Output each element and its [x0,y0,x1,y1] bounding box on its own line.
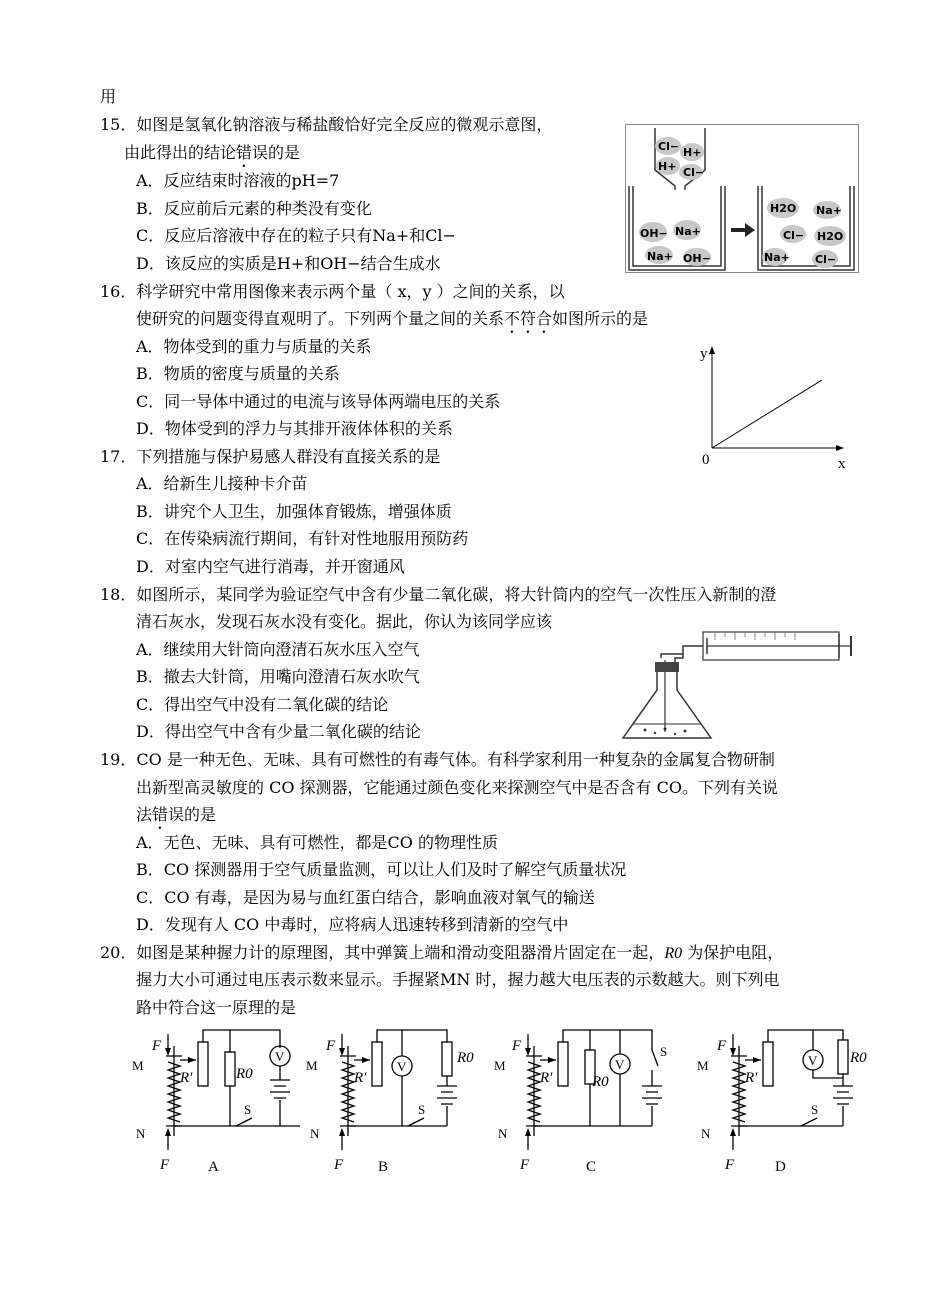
voltmeter-label: V [275,1049,285,1064]
q16-stem-line1: 16．科学研究中常用图像来表示两个量（ x，y ）之间的关系，以 [100,282,565,301]
ion-label: Cl− [658,140,680,153]
q15-option-a: A．反应结束时溶液的pH=7 [136,171,340,190]
previous-question-tail: 用 [100,87,117,106]
force-label: F [160,1157,170,1173]
q18-option-d: D．得出空气中含有少量二氧化碳的结论 [136,722,421,741]
q19-option-c: C．CO 有毒，是因为易与血红蛋白结合，影响血液对氧气的输送 [136,888,595,907]
q17-number: 17． [100,447,137,466]
voltmeter-label: V [397,1059,407,1074]
circuit-d [695,1026,875,1176]
x-axis-label: x [838,456,846,472]
q20-stem-line1: 20．如图是某种握力计的原理图，其中弹簧上端和滑动变阻器滑片固定在一起，R0 为保护电阻， [100,943,784,962]
ion-label: Cl− [683,166,705,179]
q17-option-c: C．在传染病流行期间，有针对性地服用预防药 [136,529,469,548]
ion-label: Na+ [816,204,842,217]
q15-stem-line2: 由此得出的结论错误的是 [124,143,301,162]
q19-stem-line1: 19．CO 是一种无色、无味、具有可燃性的有毒气体。有科学家利用一种复杂的金属复合物研制 [100,750,775,769]
ion-label: Na+ [675,225,701,238]
q18-stem-line1: 18．如图所示，某同学为验证空气中含有少量二氧化碳，将大针筒内的空气一次性压入新制的澄 [100,585,777,604]
resistor-label: R0 [592,1074,609,1090]
circuit-a [130,1026,300,1176]
resistor-label: R0 [236,1066,253,1082]
circuit-b [302,1026,478,1176]
force-label: F [512,1038,522,1054]
q16-option-c: C．同一导体中通过的电流与该导体两端电压的关系 [136,392,501,411]
molecule-label: H2O [770,202,797,215]
m-label: M [132,1058,144,1073]
q18-option-b: B．撤去大针筒，用嘴向澄清石灰水吹气 [136,667,420,686]
voltmeter-label: V [615,1057,625,1072]
force-label: F [326,1038,336,1054]
switch-label: S [418,1102,426,1117]
q19-option-d: D．发现有人 CO 中毒时，应将病人迅速转移到清新的空气中 [136,915,569,934]
rheostat-label: R′ [745,1070,758,1086]
ion-label: Na+ [647,250,673,263]
y-axis-label: y [700,346,708,362]
circuit-label: B [378,1159,389,1175]
voltmeter-label: V [808,1053,818,1068]
q16-option-b: B．物质的密度与质量的关系 [136,364,340,383]
rheostat-label: R′ [540,1070,553,1086]
m-label: M [697,1058,709,1073]
ion-label: Cl− [783,229,805,242]
q16-option-a: A．物体受到的重力与质量的关系 [136,337,372,356]
resistor-label: R0 [850,1050,867,1066]
q18-number: 18． [100,585,137,604]
q16-stem-line2: 使研究的问题变得直观明了。下列两个量之间的关系不符合如图所示的是 [136,309,649,328]
n-label: N [310,1126,320,1141]
ion-label: H+ [658,160,677,173]
n-label: N [136,1126,146,1141]
q20-number: 20． [100,943,137,962]
arrow-right-icon [731,223,755,237]
q17-option-a: A．给新生儿接种卡介苗 [136,474,308,493]
emphasis-dot: 错 [236,143,253,162]
rheostat-label: R′ [180,1070,193,1086]
ion-label: H+ [683,146,702,159]
switch-label: S [811,1102,819,1117]
force-label: F [520,1157,530,1173]
q18-stem-line2: 清石灰水，发现石灰水没有变化。据此，你认为该同学应该 [136,612,553,631]
q15-neutralization-figure [625,124,860,274]
ion-label: OH− [683,252,711,265]
q15-option-c: C．反应后溶液中存在的粒子只有Na+和Cl− [136,226,456,245]
q15-option-d: D．该反应的实质是H+和OH−结合生成水 [136,254,441,273]
emphasis-dot: 错 [152,805,169,824]
circuit-label: D [775,1159,786,1175]
q19-stem-line3: 法错误的是 [136,805,217,824]
q19-option-b: B．CO 探测器用于空气质量监测，可以让人们及时了解空气质量状况 [136,860,627,879]
n-label: N [701,1126,711,1141]
q15-number: 15． [100,115,137,134]
force-label: F [725,1157,735,1173]
q19-number: 19． [100,750,137,769]
circuit-label: A [208,1159,219,1175]
q15-stem-line1: 15．如图是氢氧化钠溶液与稀盐酸恰好完全反应的微观示意图， [100,115,553,134]
force-label: F [334,1157,344,1173]
m-label: M [306,1058,318,1073]
ion-label: Cl− [815,253,837,266]
switch-label: S [660,1044,668,1059]
q20-stem-line2: 握力大小可通过电压表示数来显示。手握紧MN 时，握力越大电压表的示数越大。则下列电 [136,970,780,989]
q17-option-d: D．对室内空气进行消毒，并开窗通风 [136,557,405,576]
q19-option-a: A．无色、无味、具有可燃性，都是CO 的物理性质 [136,833,499,852]
molecule-label: H2O [817,230,844,243]
q18-option-c: C．得出空气中没有二氧化碳的结论 [136,695,389,714]
n-label: N [498,1126,508,1141]
force-label: F [152,1038,162,1054]
force-label: F [717,1038,727,1054]
circuit-c [490,1026,680,1176]
circuit-label: C [586,1159,597,1175]
q19-stem-line2: 出新型高灵敏度的 CO 探测器，它能通过颜色变化来探测空气中是否含有 CO。下列有关说 [136,778,778,797]
origin-label: 0 [702,452,710,468]
emphasis-dot: 不符合 [504,309,553,328]
q18-syringe-flask-figure [615,628,855,746]
q20-stem-line3: 路中符合这一原理的是 [136,998,297,1017]
rheostat-label: R′ [354,1070,367,1086]
ion-label: OH− [640,227,668,240]
q17-stem: 17．下列措施与保护易感人群没有直接关系的是 [100,447,441,466]
q15-option-b: B．反应前后元素的种类没有变化 [136,199,372,218]
q16-option-d: D．物体受到的浮力与其排开液体体积的关系 [136,419,453,438]
switch-label: S [244,1102,252,1117]
q16-number: 16． [100,282,137,301]
q18-option-a: A．继续用大针筒向澄清石灰水压入空气 [136,640,420,659]
resistor-label: R0 [457,1050,474,1066]
q16-linear-graph [690,340,860,474]
m-label: M [494,1058,506,1073]
ion-label: Na+ [764,251,790,264]
q17-option-b: B．讲究个人卫生，加强体育锻炼，增强体质 [136,502,452,521]
